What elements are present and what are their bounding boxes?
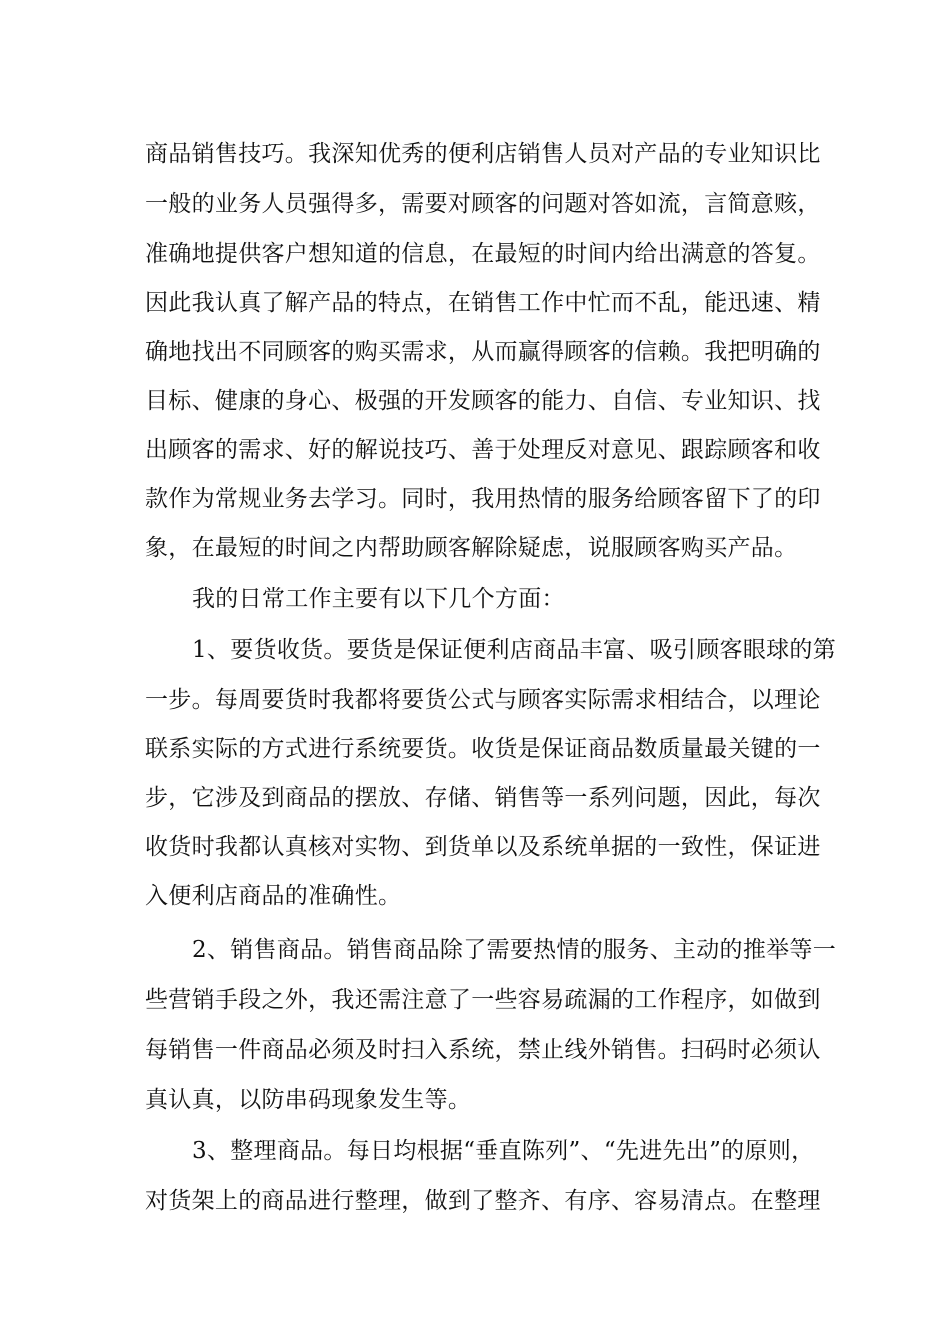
text-line: 些营销手段之外，我还需注意了一些容易疏漏的工作程序，如做到 xyxy=(145,987,821,1013)
text-line: 款作为常规业务去学习。同时，我用热情的服务给顾客留下了的印 xyxy=(145,486,821,512)
text-line: 联系实际的方式进行系统要货。收货是保证商品数质量最关键的一 xyxy=(145,736,821,762)
paragraph-first-line: 3、整理商品。每日均根据“垂直陈列”、“先进先出”的原则， xyxy=(192,1138,815,1164)
paragraph-first-line: 2、销售商品。销售商品除了需要热情的服务、主动的推举等一 xyxy=(192,937,837,963)
text-line: 出顾客的需求、好的解说技巧、善于处理反对意见、跟踪顾客和收 xyxy=(145,437,821,463)
text-line: 真认真，以防串码现象发生等。 xyxy=(145,1087,472,1113)
text-line: 步，它涉及到商品的摆放、存储、销售等一系列问题，因此，每次 xyxy=(145,785,821,811)
text-line: 收货时我都认真核对实物、到货单以及系统单据的一致性，保证进 xyxy=(145,834,821,860)
text-line: 准确地提供客户想知道的信息，在最短的时间内给出满意的答复。 xyxy=(145,241,821,267)
text-line: 入便利店商品的准确性。 xyxy=(145,883,402,909)
text-line: 一步。每周要货时我都将要货公式与顾客实际需求相结合，以理论 xyxy=(145,687,821,713)
paragraph-first-line: 1、要货收货。要货是保证便利店商品丰富、吸引顾客眼球的第 xyxy=(192,637,837,663)
text-line: 目标、健康的身心、极强的开发顾客的能力、自信、专业知识、找 xyxy=(145,388,821,414)
text-line: 一般的业务人员强得多，需要对顾客的问题对答如流，言简意赅， xyxy=(145,191,821,217)
text-line: 象，在最短的时间之内帮助顾客解除疑虑，说服顾客购买产品。 xyxy=(145,535,798,561)
text-line: 商品销售技巧。我深知优秀的便利店销售人员对产品的专业知识比 xyxy=(145,141,821,167)
paragraph-first-line: 我的日常工作主要有以下几个方面： xyxy=(192,586,565,612)
text-line: 确地找出不同顾客的购买需求，从而赢得顾客的信赖。我把明确的 xyxy=(145,339,821,365)
text-line: 每销售一件商品必须及时扫入系统，禁止线外销售。扫码时必须认 xyxy=(145,1037,821,1063)
text-line: 因此我认真了解产品的特点，在销售工作中忙而不乱，能迅速、精 xyxy=(145,290,821,316)
text-line: 对货架上的商品进行整理，做到了整齐、有序、容易清点。在整理 xyxy=(145,1188,821,1214)
